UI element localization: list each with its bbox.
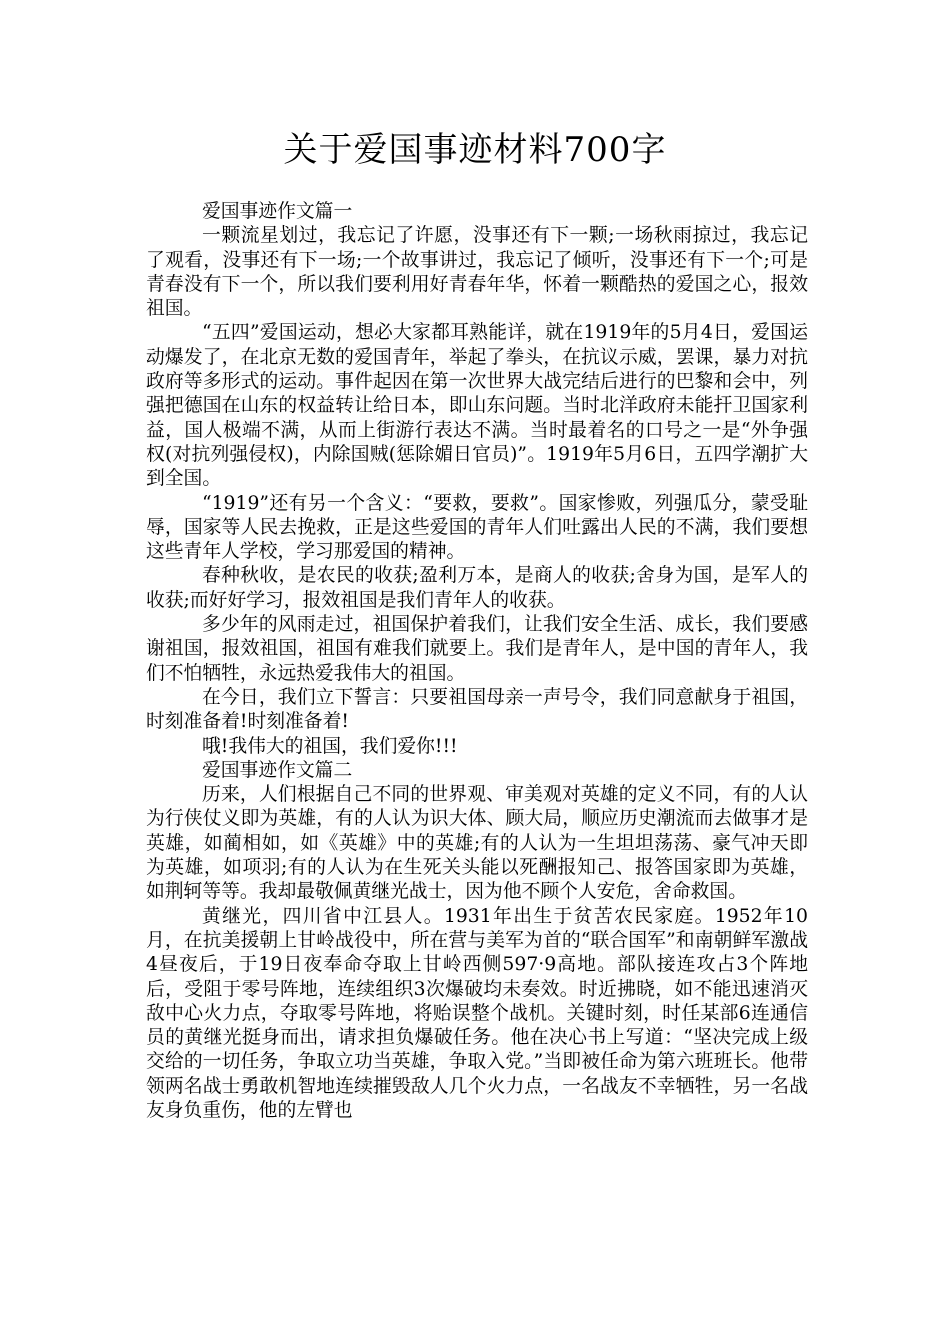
- paragraph: “1919”还有另一个含义：“要救，要救”。国家惨败，列强瓜分，蒙受耻辱，国家等人民去挽救，正是这些爱国的青年人们吐露出人民的不满，我们要想这些青年人学校，学习那爱国的精神。: [146, 492, 808, 563]
- paragraph: 一颗流星划过，我忘记了许愿，没事还有下一颗;一场秋雨掠过，我忘记了观看，没事还有下一场;一个故事讲过，我忘记了倾听，没事还有下一个;可是青春没有下一个，所以我们要利用好青春年华，怀着一颗酷热的爱国之心，报效祖国。: [146, 225, 808, 320]
- document-body: [146, 200, 808, 1123]
- section-heading-one: 爱国事迹作文篇一: [202, 201, 353, 222]
- paragraph: 春种秋收，是农民的收获;盈利万本，是商人的收获;舍身为国，是军人的收获;而好好学习，报效祖国是我们青年人的收获。: [146, 565, 808, 611]
- paragraph: 黄继光，四川省中江县人。1931年出生于贫苦农民家庭。1952年10月，在抗美援朝上甘岭战役中，所在营与美军为首的“联合国军”和南朝鲜军激战4昼夜后，于19日夜奉命夺取上甘岭西侧597·9高地。部队接连攻占3个阵地后，受阻于零号阵地，连续组织3次爆破均未奏效。时近拂晓，如不能迅速消灭敌中心火力点，夺取零号阵地，将贻误整个战机。关键时刻，时任某部6连通信员的黄继光挺身而出，请求担负爆破任务。他在决心书上写道：“坚决完成上级交给的一切任务，争取立功当英雄，争取入党。”当即被任命为第六班班长。他带领两名战士勇敢机智地连续摧毁敌人几个火力点，一名战友不幸牺牲，另一名战友身负重伤，他的左臂也: [146, 905, 808, 1121]
- paragraph: 在今日，我们立下誓言：只要祖国母亲一声号令，我们同意献身于祖国，时刻准备着!时刻准备着!: [146, 686, 808, 733]
- paragraph: “五四”爱国运动，想必大家都耳熟能详，就在1919年的5月4日，爱国运动爆发了，在北京无数的爱国青年，举起了拳头，在抗议示威，罢课，暴力对抗政府等多形式的运动。事件起因在第一次世界大战完结后进行的巴黎和会中，列强把德国在山东的权益转让给日本，即山东问题。当时北洋政府未能扞卫国家利益，国人极端不满，从而上街游行表达不满。当时最着名的口号之一是“外争强权(对抗列强侵权)，内除国贼(惩除媚日官员)”。1919年5月6日，五四学潮扩大到全国。: [146, 322, 808, 490]
- paragraph: 多少年的风雨走过，祖国保护着我们，让我们安全生活、成长，我们要感谢祖国，报效祖国，祖国有难我们就要上。我们是青年人，是中国的青年人，我们不怕牺牲，永远热爱我伟大的祖国。: [146, 614, 808, 684]
- document-title: 关于爱国事迹材料700字: [283, 130, 667, 170]
- paragraph: 哦!我伟大的祖国，我们爱你!!!: [202, 735, 458, 757]
- paragraph: 历来，人们根据自己不同的世界观、审美观对英雄的定义不同，有的人认为行侠仗义即为英雄，有的人认为识大体、顾大局，顺应历史潮流而去做事才是英雄，如蔺相如，如《英雄》中的英雄;有的人认为一生坦坦荡荡、豪气冲天即为英雄，如项羽;有的人认为在生死关头能以死酬报知己、报答国家即为英雄，如荆轲等等。我却最敬佩黄继光战士，因为他不顾个人安危，舍命救国。: [146, 784, 808, 903]
- section-heading-two: 爱国事迹作文篇二: [202, 759, 353, 781]
